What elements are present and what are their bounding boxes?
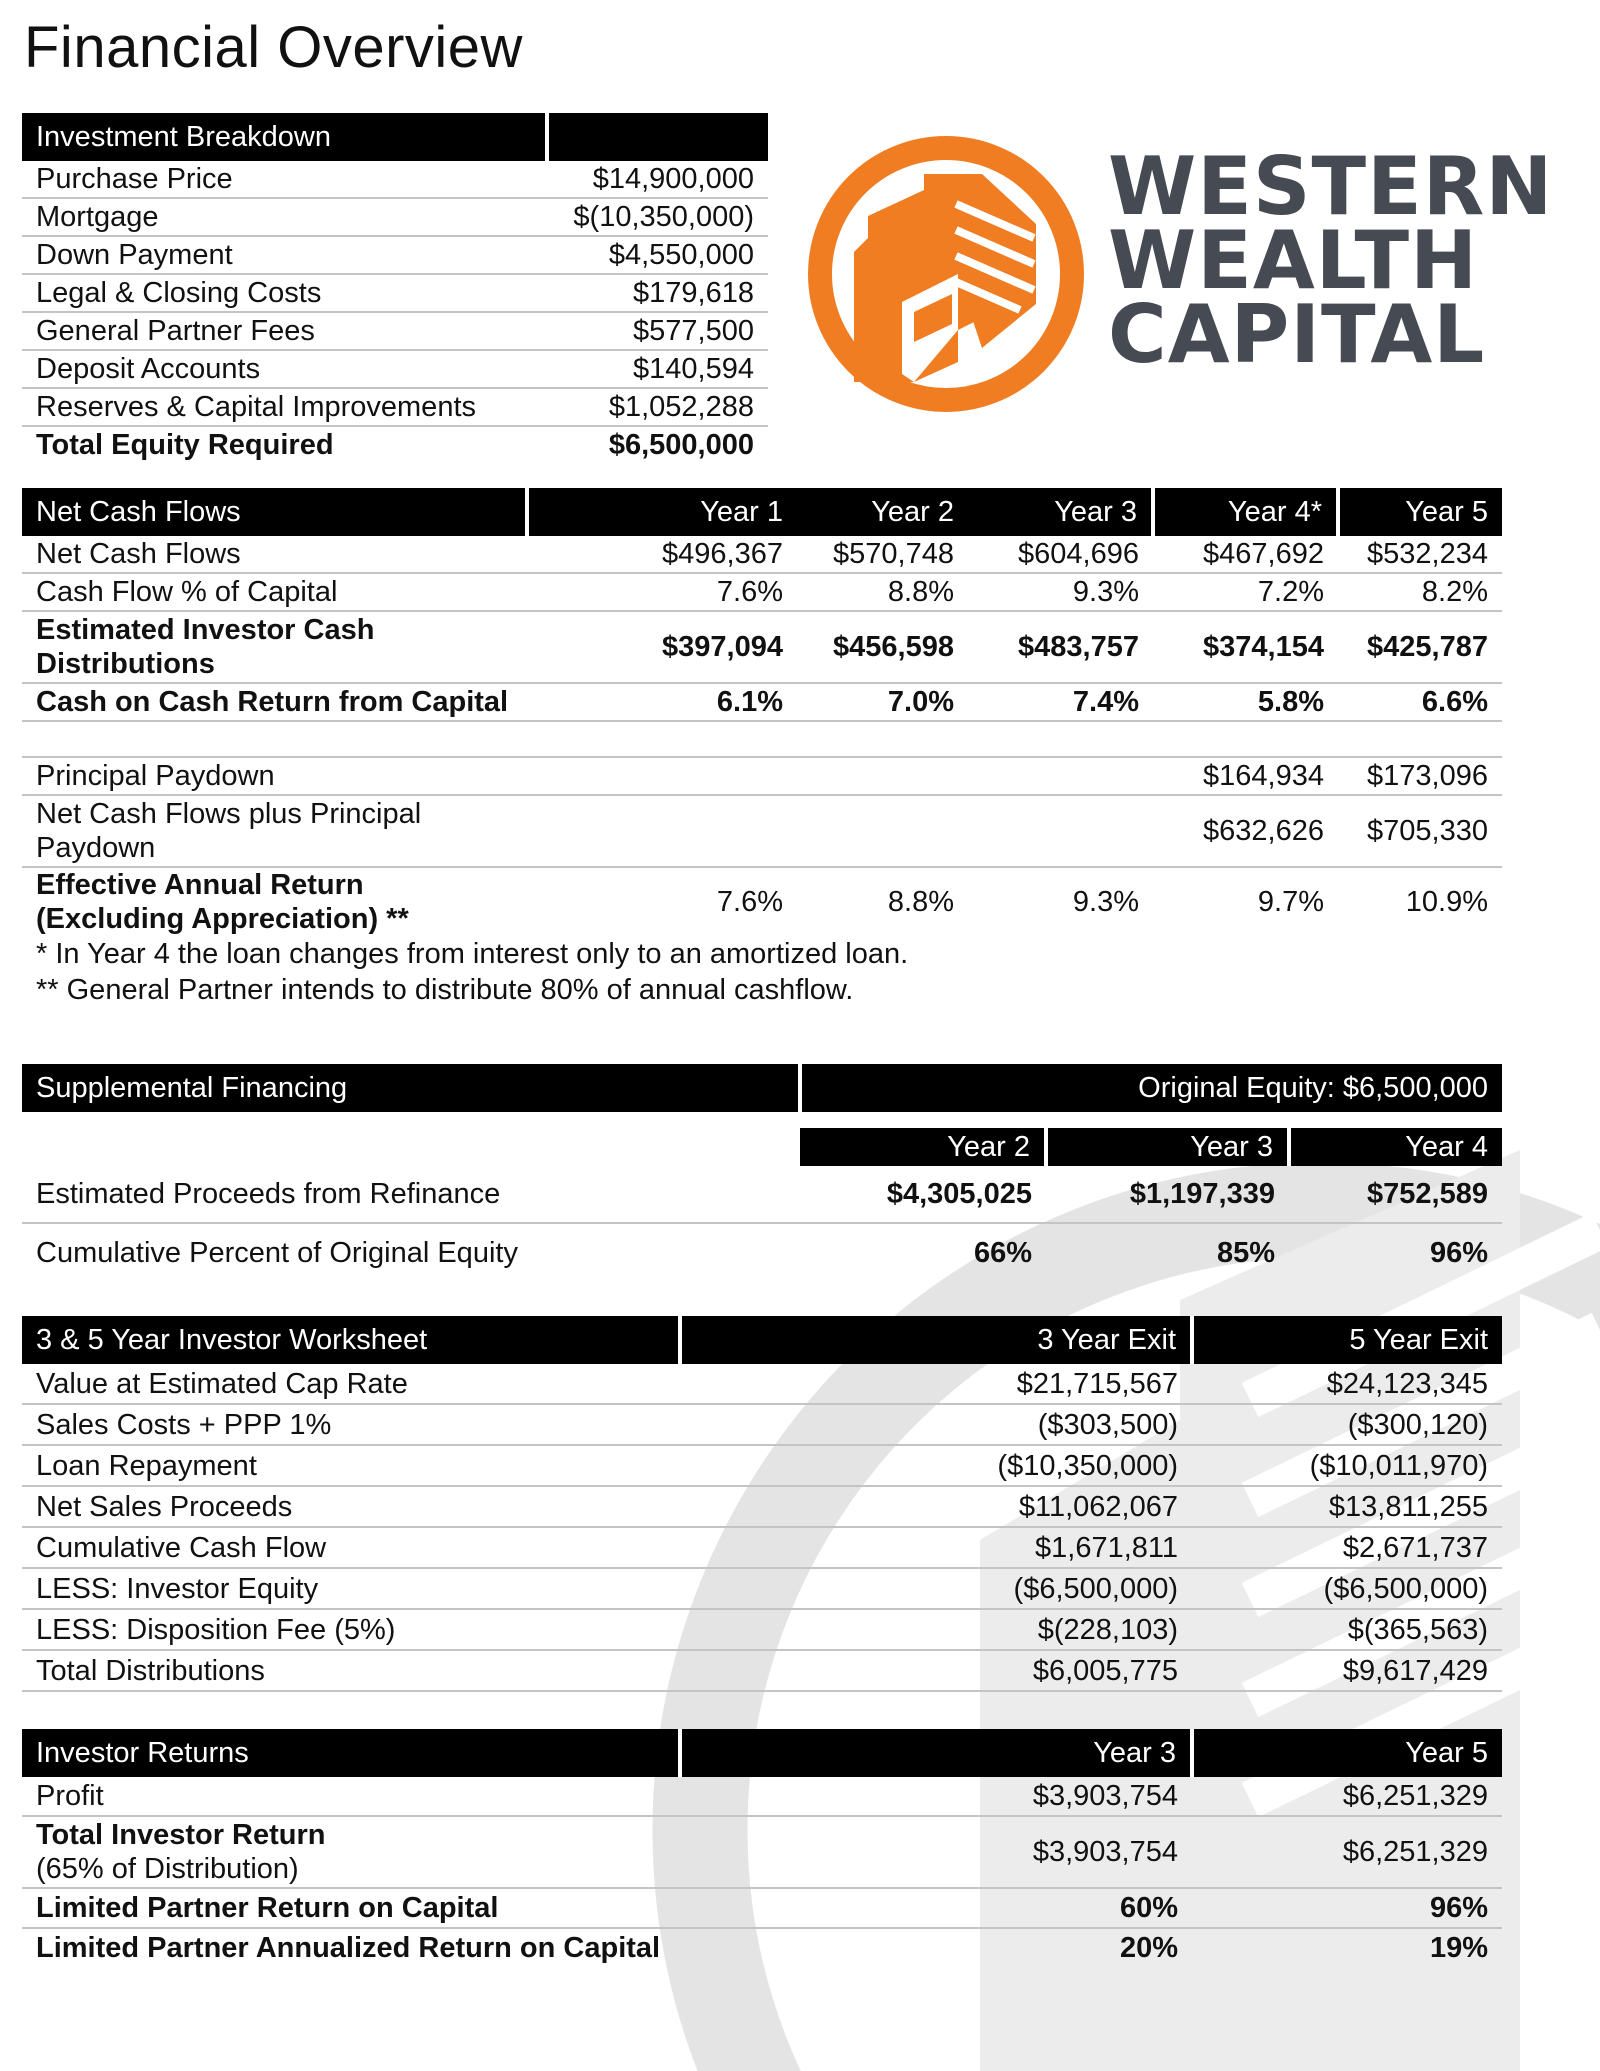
investor-returns-section [22, 1729, 1502, 1967]
table-row: Cumulative Percent of Original Equity 66% 85% 96% [36, 1237, 1489, 1269]
table-row: Cumulative Cash Flow $1,671,811 $2,671,737 [22, 1527, 1502, 1568]
net-cash-flows-section [22, 488, 1502, 1008]
table-row: Value at Estimated Cap Rate $21,715,567 $24,123,345 [22, 1364, 1502, 1404]
table-row: Loan Repayment ($10,350,000) ($10,011,970) [22, 1445, 1502, 1486]
footnote: ** General Partner intends to distribute 80% of annual cashflow. [36, 974, 854, 1006]
table-row: Effective Annual Return (Excluding Appreciation) ** 7.6% 8.8% 9.3% 9.7% 10.9% [36, 869, 1488, 935]
page-title: Financial Overview [24, 15, 523, 80]
table-row: Profit $3,903,754 $6,251,329 [22, 1777, 1502, 1816]
brand-line-1: WESTERN [1108, 140, 1554, 233]
supplemental-financing-section [22, 1064, 1502, 1282]
net-cash-flows-table [22, 488, 1502, 936]
original-equity-header: Original Equity: $6,500,000 [800, 1064, 1502, 1112]
investor-returns-table [22, 1729, 1502, 1967]
footnote: * In Year 4 the loan changes from interest only to an amortized loan. [36, 938, 909, 970]
investment-breakdown-section [22, 113, 768, 463]
table-row: Mortgage $(10,350,000) [22, 198, 768, 236]
brand-line-3: CAPITAL [1108, 288, 1486, 381]
column-header: 3 Year Exit [680, 1316, 1192, 1364]
table-row: Estimated Proceeds from Refinance $4,305,025 $1,197,339 $752,589 [22, 1166, 1502, 1223]
table-row: Deposit Accounts $140,594 [22, 350, 768, 388]
table-row: LESS: Investor Equity ($6,500,000) ($6,500,000) [22, 1568, 1502, 1609]
table-row: Sales Costs + PPP 1% ($303,500) ($300,120) [22, 1404, 1502, 1445]
supplemental-financing-header: Supplemental Financing [22, 1064, 800, 1112]
year-header: Year 3 [1046, 1128, 1289, 1166]
investment-breakdown-header: Investment Breakdown [22, 113, 547, 161]
year-header: Year 2 [797, 488, 968, 536]
table-row: Down Payment $4,550,000 [22, 236, 768, 274]
table-row: Net Cash Flows plus Principal Paydown $632,626 $705,330 [22, 795, 1502, 867]
table-row: Cash Flow % of Capital 7.6% 8.8% 9.3% 7.2% 8.2% [22, 573, 1502, 611]
table-row: Total Distributions $6,005,775 $9,617,429 [22, 1650, 1502, 1691]
table-row: LESS: Disposition Fee (5%) $(228,103) $(365,563) [22, 1609, 1502, 1650]
table-row: Net Sales Proceeds $11,062,067 $13,811,255 [22, 1486, 1502, 1527]
net-cash-flows-header: Net Cash Flows [22, 488, 527, 536]
year-header: Year 5 [1338, 488, 1502, 536]
column-header: 5 Year Exit [1192, 1316, 1502, 1364]
investor-returns-header: Investor Returns [22, 1729, 680, 1777]
total-row: Total Equity Required $6,500,000 [22, 426, 768, 463]
brand-line-2: WEALTH [1108, 214, 1479, 307]
column-header: Year 5 [1192, 1729, 1502, 1777]
column-header: Year 3 [680, 1729, 1192, 1777]
table-row: Cash on Cash Return from Capital 6.1% 7.0% 7.4% 5.8% 6.6% [22, 683, 1502, 721]
table-row: Net Cash Flows $496,367 $570,748 $604,696 $467,692 $532,234 [22, 536, 1502, 573]
year-header: Year 4* [1153, 488, 1338, 536]
table-row: Legal & Closing Costs $179,618 [22, 274, 768, 312]
table-row: Limited Partner Annualized Return on Capital 20% 19% [36, 1932, 1488, 1964]
table-row: Total Investor Return (65% of Distribution) $3,903,754 $6,251,329 [22, 1816, 1502, 1888]
table-row: Reserves & Capital Improvements $1,052,288 [22, 388, 768, 426]
year-header: Year 1 [527, 488, 797, 536]
table-row: Estimated Investor Cash Distributions $397,094 $456,598 $483,757 $374,154 $425,787 [22, 611, 1502, 683]
investor-worksheet-section [22, 1316, 1502, 1692]
investor-worksheet-table [22, 1316, 1502, 1692]
investment-breakdown-table [22, 113, 768, 463]
supplemental-financing-table [22, 1064, 1502, 1282]
table-row: Purchase Price $14,900,000 [22, 161, 768, 198]
table-row: Principal Paydown $164,934 $173,096 [22, 757, 1502, 795]
company-logo-icon [806, 134, 1086, 414]
table-row: General Partner Fees $577,500 [22, 312, 768, 350]
table-row: Limited Partner Return on Capital 60% 96% [22, 1888, 1502, 1928]
worksheet-header: 3 & 5 Year Investor Worksheet [22, 1316, 680, 1364]
year-header: Year 2 [800, 1128, 1046, 1166]
year-header: Year 3 [968, 488, 1153, 536]
year-header: Year 4 [1289, 1128, 1502, 1166]
brand-wordmark [1108, 140, 1554, 381]
